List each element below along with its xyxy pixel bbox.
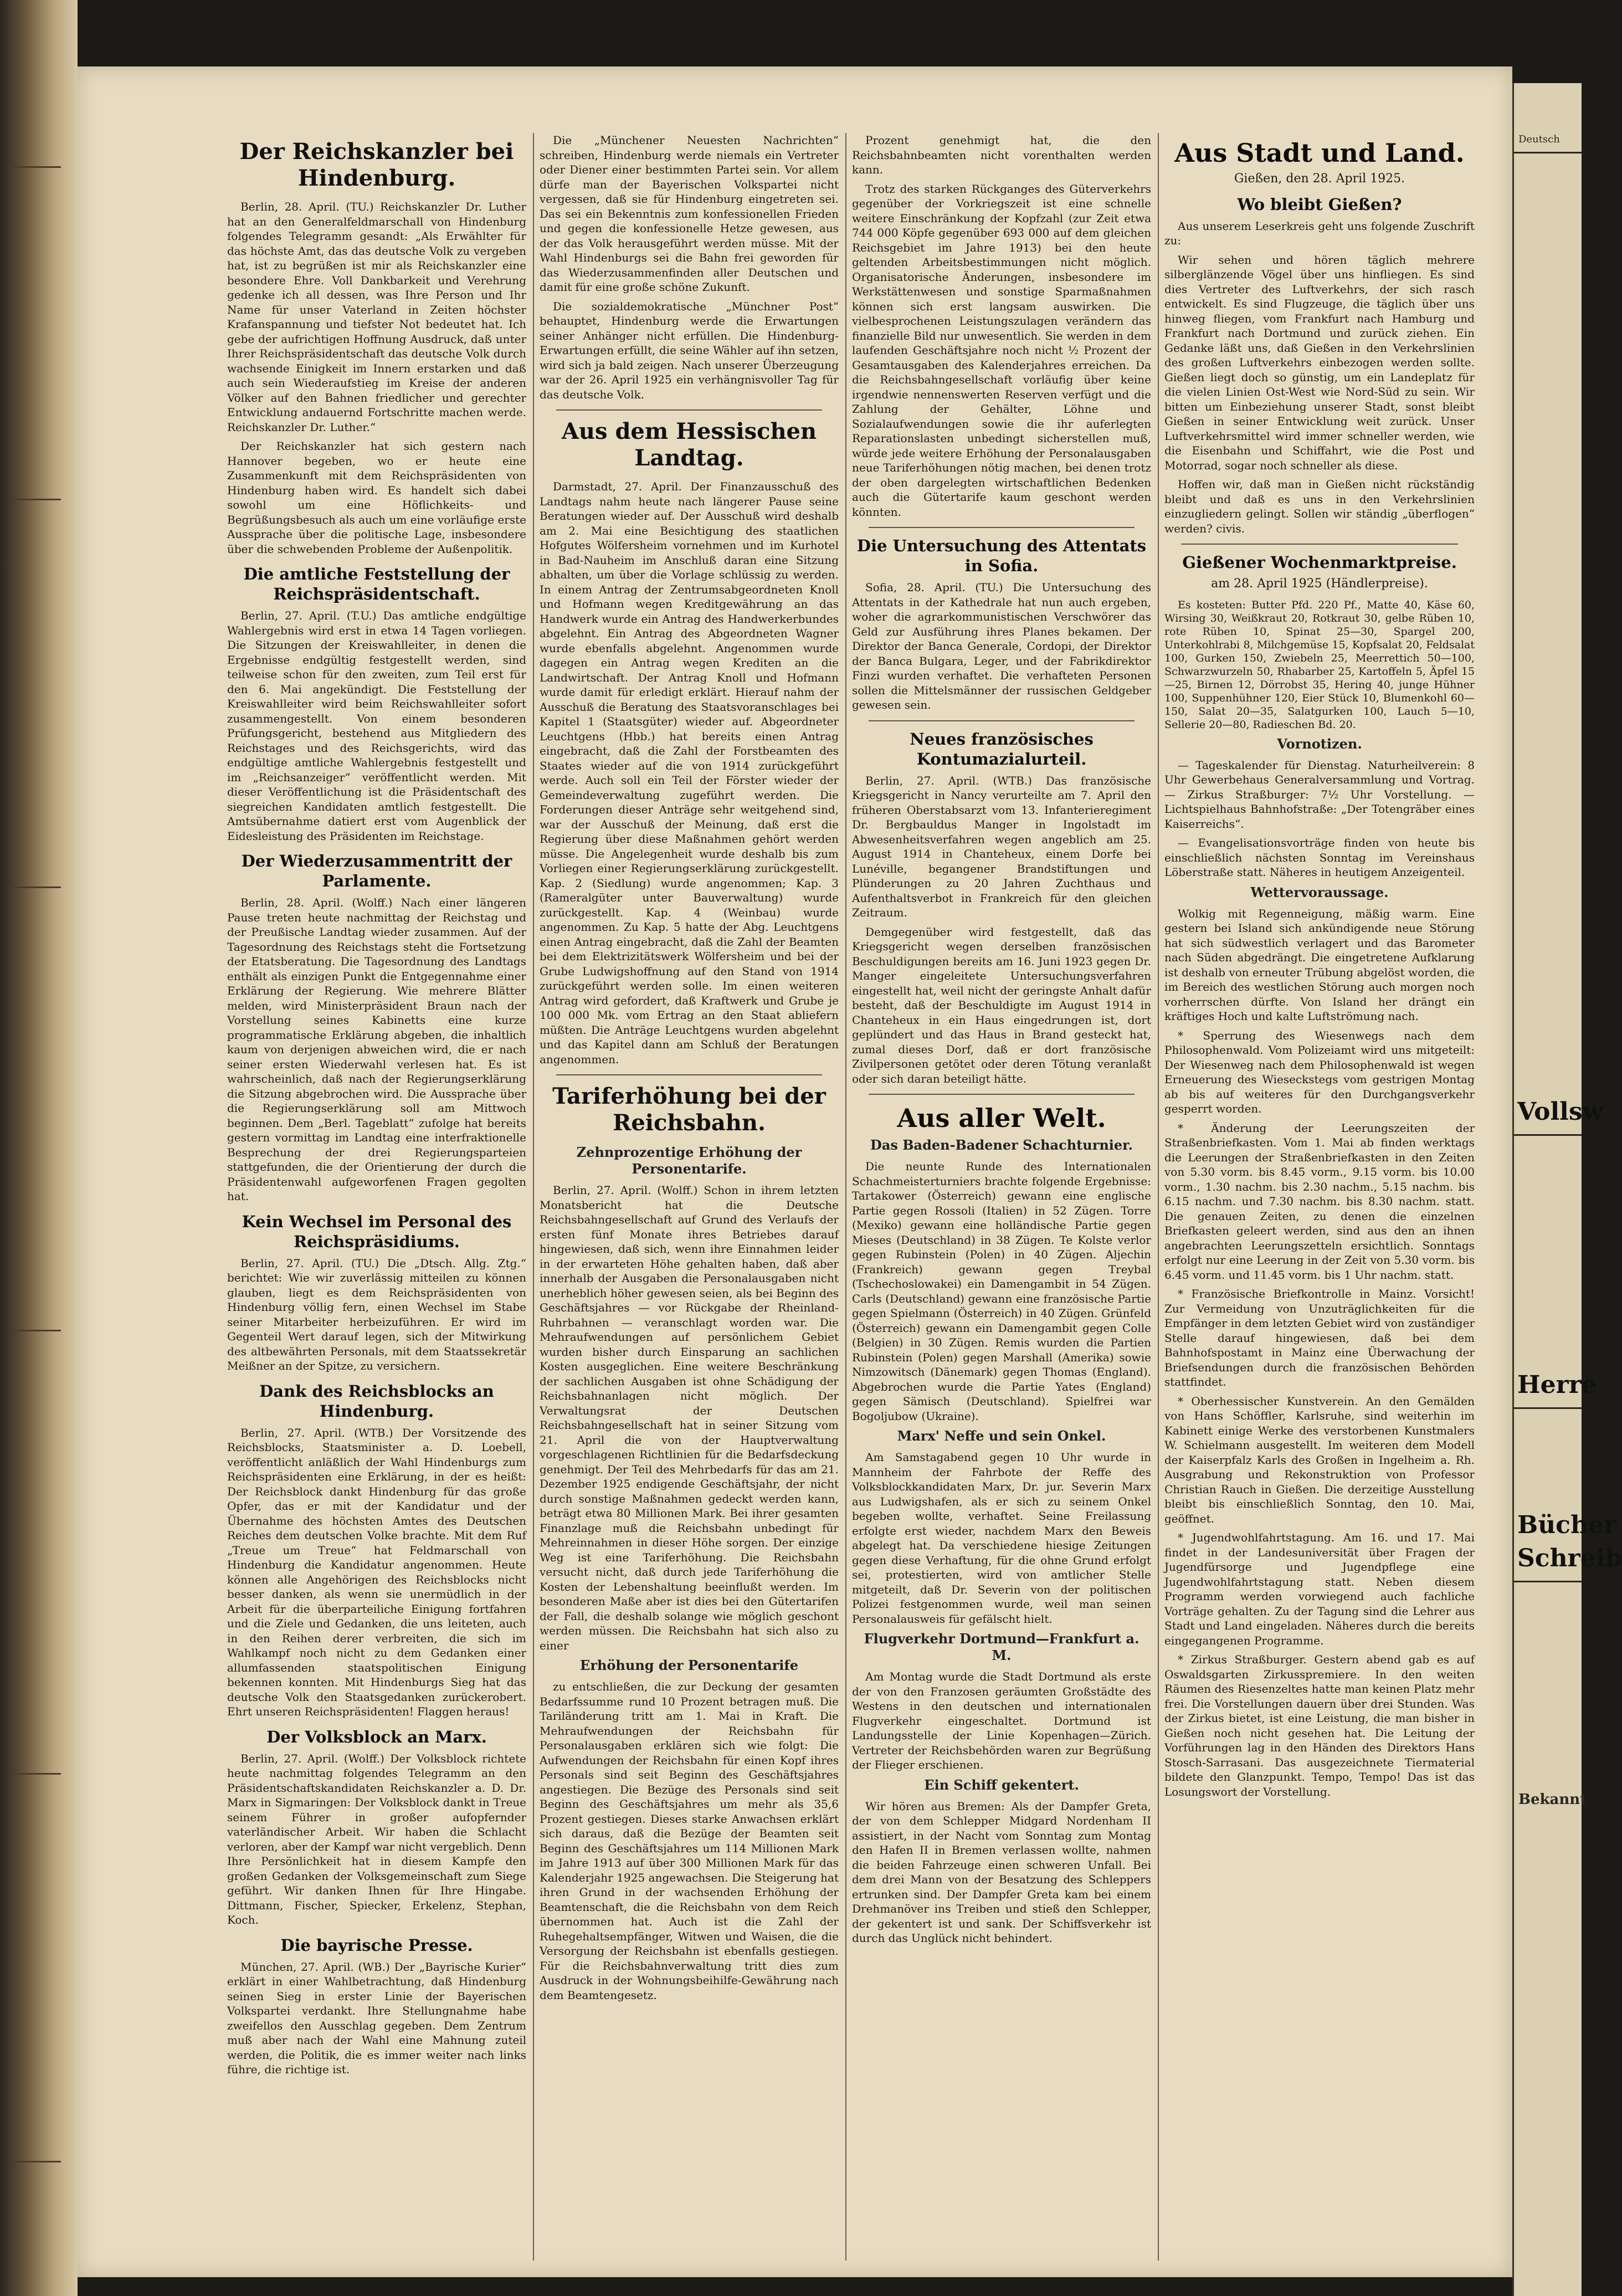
headline: Aus dem Hessischen Landtag. [561,418,817,471]
ad-heading-fragment: Herre [1517,1371,1597,1399]
adjacent-page-edge [1512,83,1622,2296]
column-rule [1158,133,1159,2261]
article-text: Berlin, 27. April. (T.U.) Das amtliche endgültige Wahlergebnis wird erst in etwa 14 Tagen vorliegen. Die Sitzungen der Kreiswahlleiter, in denen die Ergebnisse endgültig festgestellt werden, sind teilweise schon für den zweiten, zum Teil erst für den 6. Mai angekündigt. Die Feststellung der Kreiswahlleiter wird beim Reichswahlleiter sofort zusammengestellt. Von einem besonderen Prüfungsgericht, bestehend aus Mitgliedern des Reichstages und des Reichsgerichts, wird das endgültige amtliche Wahlergebnis festgestellt und im „Reichsanzeiger“ veröffentlicht werden. Mit dieser Veröffentlichung ist die Präsidentschaft des siegreichen Kandidaten amtlich festgestellt. Die Amtsübernahme datiert erst vom Augenblick der Eidesleistung des Präsidenten im Reichstage. [227,609,526,843]
article-text: Berlin, 27. April. (Wolff.) Schon in ihrem letzten Monatsbericht hat die Deutsche Reichsbahngesellschaft auf Grund des Verlaufs der ersten fünf Monate ihres Betriebes darauf hingewiesen, daß sich, wenn ihre Einnahmen leider in der erwarteten Höhe gehalten haben, daß aber innerhalb der Ausgaben die Personalausgaben nicht unerheblich höher gewesen seien, als bei Beginn des Geschäftsjahres — vor Rückgabe der Rheinland-Ruhrbahnen — veranschlagt worden war. Die Mehraufwendungen auf persönlichem Gebiet wurden bisher durch Einsparung an sachlichen Kosten ausgeglichen. Eine weitere Beschränkung der sachlichen Ausgaben ist ohne Schädigung der Reichsbahnanlagen nicht möglich. Der Verwaltungsrat der Deutschen Reichsbahngesellschaft hat in seiner Sitzung vom 21. April die von der Hauptverwaltung vorgeschlagenen Richtlinien für die Bedarfsdeckung genehmigt. Der Teil des Mehrbedarfs für das am 21. Dezember 1925 endigende Geschäftsjahr, der nicht durch sonstige Maßnahmen gedeckt werden kann, beträgt etwa 80 Millionen Mark. Bei ihrer gesamten Finanzlage muß die Reichsbahn unbedingt für Mehreinnahmen in dieser Höhe sorgen. Der einzige Weg ist eine Tariferhöhung. Die Reichsbahn versucht nicht, daß durch jede Tariferhöhung die Kosten der Lebenshaltung beeinflußt werden. Im besonderen Maße aber ist dies bei den Gütertarifen der Fall, die deshalb solange wie möglich geschont werden müssen. Die Reichsbahn hat sich also zu einer [540,1183,839,1652]
article-text: * Französische Briefkontrolle in Mainz. Vorsicht! Zur Vermeidung von Unzuträglichkeiten für die Empfänger in dem letzten Gebiet wird von zuständiger Stelle darauf hingewiesen, daß bei dem Bahnhofspostamt in Mainz eine Überwachung der Briefsendungen durch die französischen Behörden stattfindet. [1164,1287,1475,1388]
newspaper-page [78,66,1512,2277]
article-text: Darmstadt, 27. April. Der Finanzausschuß des Landtags nahm heute nach längerer Pause seine Beratungen wieder auf. Der Ausschuß wird deshalb am 2. Mai eine Besichtigung des staatlichen Hofgutes Wölfersheim vornehmen und im Kurhotel in Bad-Nauheim im Anschluß daran eine Sitzung abhalten, um über die Vorlage schlüssig zu werden. In einem Antrag der Zentrumsabgeordneten Knoll und Hofmann wegen Kreditgewährung an das Handwerk wurde ein Antrag des Handwerkerbundes abgelehnt. Ein Antrag des Abgeordneten Wagner wurde ebenfalls abgelehnt. Angenommen wurde dagegen ein Antrag wegen Krediten an die Landwirtschaft. Der Antrag Knoll und Hofmann wurde damit für erledigt erklärt. Hierauf nahm der Ausschuß die Beratung des Staatsvoranschlages bei Kapitel 1 (Staatsgüter) wieder auf. Abgeordneter Leuchtgens (Hbb.) hat bereits einen Antrag eingebracht, daß die Zahl der Forstbeamten des Staates wieder auf die von 1914 zurückgeführt werde. Auch soll ein Teil der Förster wieder der Gemeindeverwaltung zugeführt werden. Die Forderungen dieser Anträge sehr weitgehend sind, war der Ausschuß der Meinung, daß erst die Regierung über diese Maßnahmen gehört werden müsse. Die Angelegenheit wurde deshalb bis zum Vorliegen einer Regierungserklärung zurückgestellt. Kap. 2 (Siedlung) wurde angenommen; Kap. 3 (Rameralgüter unter Bauverwaltung) wurde zurückgestellt. Kap. 4 (Weinbau) wurde angenommen. Zu Kap. 5 hatte der Abg. Leuchtgens einen Antrag eingebracht, daß die Zahl der Beamten bei dem Elektrizitätswerk Wölfersheim und bei der Grube Ludwigshoffnung auf den Stand von 1914 zurückgeführt werden solle. Im einen weiteren Antrag wird gefordert, daß Kraftwerk und Grube je 100 000 Mk. vom Ertrag an den Staat abliefern müßten. Die Anträge Leuchtgens wurden abgelehnt und das Kapitel dann am Schluß der Beratungen angenommen. [540,480,839,1066]
column-rule [845,133,846,2261]
article-text: zu entschließen, die zur Deckung der gesamten Bedarfssumme rund 10 Prozent betragen muß. Die Tariländerung tritt am 1. Mai in Kraft. Die Mehraufwendungen der Reichsbahn für Personalausgaben erklären sich wie folgt: Die Aufwendungen der Reichsbahn für einen Kopf ihres Personals sind seit Beginn des Geschäftsjahres angestiegen. Die Bezüge des Personals sind seit Beginn des Geschäftsjahres um mehr als 35,6 Prozent gestiegen. Dieses starke Anwachsen erklärt sich daraus, daß die Bezüge der Beamten seit Beginn des Geschäftsjahres um 114 Millionen Mark im Jahre 1913 auf über 300 Millionen Mark für das Kalenderjahr 1925 angewachsen. Die Steigerung hat ihren Grund in der wachsenden Erhöhung der Beamtenschaft, die die Reichsbahn von dem Reich übernommen hat. Auch ist die Zahl der Ruhegehaltsempfänger, Witwen und Waisen, die die Versorgung der Reichsbahn ist ebenfalls gestiegen. Für die Reichsbahnverwaltung tritt dies zum Ausdruck in der Wohnungsbeihilfe-Gewährung nach dem Beamtengesetz. [540,1680,839,2002]
headline: Neues französisches Kontumazialurteil. [910,729,1094,768]
page-fragment-text: Bekannt [1518,1791,1587,1808]
article-text: * Zirkus Straßburger. Gestern abend gab es auf Oswaldsgarten Zirkusspremiere. In den weiten Räumen des Riesenzeltes hatte man keinen Platz mehr frei. Die Vorstellungen dauern über drei Stunden. Was der Zirkus bietet, ist eine Leistung, die man bisher in Gießen noch nicht gesehen hat. Die Leitung der Vorführungen lag in den Händen des Direktors Hans Stosch-Sarrasani. Das ausgezeichnete Tiermaterial bildete den Glanzpunkt. Tempo, Tempo! Das ist das Losungswort der Vorstellung. [1164,1653,1475,1798]
page-fragment-text: Deutsch [1518,134,1560,145]
headline: Die bayrische Presse. [280,1935,473,1955]
article-text: Berlin, 27. April. (WTB.) Das französische Kriegsgericht in Nancy verurteilte am 7. April den früheren Oberstabsarzt vom 13. Infanterieregiment Dr. Bergbauldus Manger in Ingolstadt im Abwesenheitsverfahren wegen angeblich am 25. August 1914 in Chanteheux, einem Dorfe bei Lunéville, begangener Brandstiftungen und Plünderungen zu 20 Jahren Zuchthaus und Aufenthaltsverbot in Frankreich für den gleichen Zeitraum. [852,773,1151,919]
divider [1514,1581,1582,1582]
subheadline: Zehnprozentige Erhöhung der Personentarife. [576,1144,802,1177]
article-text: Berlin, 28. April. (TU.) Reichskanzler Dr. Luther hat an den Generalfeldmarschall von Hindenburg folgendes Telegramm gesandt: „Als Erwählter für das höchste Amt, das das deutsche Volk zu vergeben hat, ist zu begrüßen ist mir als Reichskanzler eine besondere Ehre. Voll Dankbarkeit und Verehrung gedenke ich all dessen, was Ihre Person und Ihr Name für unser Vaterland in Zeiten höchster Krafanspannung und tiefster Not bedeutet hat. Ich gebe der aufrichtigen Hoffnung Ausdruck, daß unter Ihrer Reichspräsidentschaft das deutsche Volk durch wachsende Einigkeit im Innern erstarken und daß auch sein Wiederaufstieg im Kreise der anderen Völker auf den Bahnen friedlicher und gerechter Entwicklung andauernd Fortschritte machen werde. Reichskanzler Dr. Luther.“ [227,200,526,434]
divider [869,720,1135,721]
headline: Der Wiederzusammentritt der Parlamente. [241,852,512,890]
divider [1514,1407,1582,1409]
divider [556,1074,822,1075]
headline: Kein Wechsel im Personal des Reichspräsidiums. [242,1212,512,1251]
divider [869,1094,1135,1095]
section-title: Aus Stadt und Land. [1174,138,1465,168]
article-text: — Evangelisationsvorträge finden von heute bis einschließlich nächsten Sonntag im Vereinshaus Löberstraße statt. Näheres in heutigem Anzeigenteil. [1164,836,1475,879]
subheadline: Vornotizen. [1277,735,1362,752]
article-text: * Sperrung des Wiesenwegs nach dem Philosophenwald. Vom Polizeiamt wird uns mitgeteilt: Der Wiesenweg nach dem Philosophenwald ist wegen Erneuerung des Wieseckstegs vom gestrigen Montag ab bis auf weiteres für den Durchgangsverkehr gesperrt worden. [1164,1028,1475,1115]
column-4 [1164,133,1475,2261]
market-prices: Es kosteten: Butter Pfd. 220 Pf., Matte 40, Käse 60, Wirsing 30, Weißkraut 20, Rotkraut 30, gelbe Rüben 10, rote Rüben 10, Spinat 25—30, Spargel 200, Unterkohlrabi 8, Milchgemüse 15, Kopfsalat 20, Feldsalat 100, Gurken 150, Zwiebeln 25, Meerrettich 50—100, Schwarzwurzeln 50, Rhabarber 25, Kartoffeln 5, Äpfel 15—25, Birnen 12, Dörrobst 35, Hering 40, junge Hühner 100, Suppenhühner 120, Eier Stück 10, Blumenkohl 60—150, Salat 20—35, Salatgurken 100, Lauch 5—10, Sellerie 20—80, Radieschen Bd. 20. [1164,598,1475,731]
subheadline: Das Baden-Badener Schachturnier. [870,1137,1133,1153]
headline: Tariferhöhung bei der Reichsbahn. [552,1083,826,1136]
article-text: Die „Münchener Neuesten Nachrichten“ schreiben, Hindenburg werde niemals ein Vertreter oder Diener einer bestimmten Partei sein. Vor allem dürfe man der Bayerischen Volkspartei nicht vergessen, daß sie für Hindenburg eingetreten sei. Das sei ein Bekenntnis zum konfessionellen Frieden und gegen die konfessionelle Hetze gewesen, aus der das Volk herausgeführt werden müsse. Mit der Wahl Hindenburgs sei die Bahn frei geworden für das Wiederzusammenfinden aller Deutschen und damit für eine große schöne Zukunft. [540,134,839,294]
article-text: Berlin, 27. April. (Wolff.) Der Volksblock richtete heute nachmittag folgendes Telegramm an den Präsidentschaftskandidaten Reichskanzler a. D. Dr. Marx in Sigmaringen: Der Volksblock dankt in Treue seinem Führer in großer aufopfernder vaterländischer Arbeit. Wir haben die Schlacht verloren, aber der Kampf war nicht vergeblich. Denn Ihre Persönlichkeit hat in diesem Kampfe den großen Gedanken der Volksgemeinschaft zum Siege geführt. Wir danken Ihnen für Ihre Hingabe. Dittmann, Fischer, Spiecker, Erkelenz, Stephan, Koch. [227,1751,526,1926]
column-rule [533,133,534,2261]
article-text: Berlin, 27. April. (WTB.) Der Vorsitzende des Reichsblocks, Staatsminister a. D. Loebell, veröffentlicht anläßlich der Wahl Hindenburgs zum Reichspräsidenten eine Erklärung, in der es heißt: Der Reichsblock dankt Hindenburg für das große Opfer, das er mit der Kandidatur und der Übernahme des höchsten Amtes des Deutschen Reiches dem deutschen Volke brachte. Mit dem Ruf „Treue um Treue“ hat Feldmarschall von Hindenburg die Kandidatur angenommen. Heute können alle Angehörigen des Reichsblocks nicht besser danken, als wenn sie unermüdlich in der Arbeit für die überparteiliche Einigung fortfahren und die Ziele und Gedanken, die uns leiteten, auch in den Reihen derer verbreiten, die sich im Wahlkampf noch nicht zu dem Gedanken einer allumfassenden staatspolitischen Einigung bekennen konnten. Mit Hindenburgs Sieg hat das deutsche Volk den Staatsgedanken zurückerobert. Ehrt unseren Reichspräsidenten! Flaggen heraus! [227,1426,526,1718]
ad-heading-fragment: Bücher [1517,1511,1617,1539]
article-text: Die neunte Runde des Internationalen Schachmeisterturniers brachte folgende Ergebnisse: Tartakower (Österreich) gewann eine englische Partie gegen Rossoli (Italien) in 52 Zügen. Torre (Mexiko) gewann eine holländische Partie gegen Mieses (Deutschland) in 38 Zügen. Te Kolste verlor gegen Rubinstein (Polen) in 40 Zügen. Aljechin (Frankreich) gewann gegen Treybal (Tschechoslowakei) ein Damengambit in 54 Zügen. Carls (Deutschland) gewann eine französische Partie gegen Spielmann (Österreich) in 40 Zügen. Grünfeld (Österreich) gewann ein Damengambit gegen Colle (Belgien) in 30 Zügen. Remis wurden die Partien Rubinstein (Polen) gegen Marshall (Amerika) sowie Nimzowitsch (Dänemark) gegen Thomas (England). Abgebrochen wurde die Partie Yates (England) gegen Sämisch (Deutschland). Spielfrei war Bogoljubow (Ukraine). [852,1160,1151,1423]
article-text: * Änderung der Leerungszeiten der Straßenbriefkasten. Vom 1. Mai ab finden werktags die Leerungen der Straßenbriefkasten in den Zeiten von 5.30 vorm. bis 8.45 vorm., 9.15 vorm. bis 10.00 vorm., 1.30 nachm. bis 2.30 nachm., 5.15 nachm. bis 6.15 nachm. und 7.30 nachm. bis 8.30 nachm. statt. Die genauen Zeiten, zu denen die einzelnen Briefkasten geleert werden, sind aus den an ihnen angebrachten Leerungszetteln ersichtlich. Sonntags erfolgt nur eine Leerung in der Zeit von 5.30 vorm. bis 6.45 vorm. und 11.45 vorm. bis 1 Uhr nachm. statt. [1164,1121,1475,1282]
headline: Wo bleibt Gießen? [1237,194,1402,214]
article-text: Prozent genehmigt hat, die den Reichsbahnbeamten nicht vorenthalten werden kann. [852,134,1151,176]
column-2 [540,133,839,2261]
dateline: Gießen, den 28. April 1925. [1234,172,1405,186]
article-text: Der Reichskanzler hat sich gestern nach Hannover begeben, wo er heute eine Zusammenkunft mit dem Reichspräsidenten von Hindenburg haben wird. Es handelt sich dabei sowohl um eine Höflichkeits- und Begrüßungsbesuch als auch um eine vorläufige erste Aussprache über die politische Lage, insbesondere über die schwebenden Probleme der Außenpolitik. [227,439,526,556]
subheadline: Ein Schiff gekentert. [924,1776,1079,1793]
divider [1514,152,1582,153]
divider [1181,544,1458,545]
subheadline: Flugverkehr Dortmund—Frankfurt a. M. [864,1631,1139,1663]
article-text: Wir hören aus Bremen: Als der Dampfer Greta, der von dem Schlepper Midgard Nordenham II assistiert, in der Nacht vom Sonntag zum Montag den Hafen II in Bremen verlassen wollte, nahmen die beiden Fahrzeuge einen schweren Unfall. Bei dem drei Mann von der Besatzung des Schleppers ertrunken sind. Der Dampfer Greta kam bei einem Drehmanöver ins Treiben und stieß den Schlepper, der gekentert ist und sank. Der Schiffsverkehr ist durch das Unglück nicht behindert. [852,1799,1151,1945]
divider [1514,1134,1582,1136]
article-text: Am Montag wurde die Stadt Dortmund als erste der von den Franzosen geräumten Großstädte des Westens in den deutschen und internationalen Flugverkehr eingeschaltet. Dortmund ist Landungsstelle der Linie Kopenhagen—Zürich. Vertreter der Reichsbehörden waren zur Begrüßung der Flieger erschienen. [852,1670,1151,1771]
article-text: Berlin, 28. April. (Wolff.) Nach einer längeren Pause treten heute nachmittag der Reichstag und der Preußische Landtag wieder zusammen. Auf der Tagesordnung des Reichstags steht die Fortsetzung der Etatsberatung. Die Tagesordnung des Landtags enthält als einzigen Punkt die Entgegennahme einer Erklärung der Regierung. Wie mehrere Blätter melden, wird Ministerpräsident Braun nach der Vorstellung seines Kabinetts eine kurze programmatische Erklärung abgeben, die inhaltlich kaum von derjenigen abweichen wird, die er nach seiner ersten Wiederwahl verlesen hat. Es ist wahrscheinlich, daß nach der Regierungserklärung die Sitzung abgebrochen wird. Die Aussprache über die Regierungserklärung soll am Mittwoch beginnen. Dem „Berl. Tageblatt“ zufolge hat bereits gestern vormittag im Landtag eine interfraktionelle Besprechung der drei Regierungsparteien stattgefunden, die der Orientierung der durch die Präsidentenwahl aufgeworfenen Fragen gegolten hat. [227,896,526,1203]
headline: Die amtliche Feststellung der Reichspräsidentschaft. [243,565,510,603]
headline: Der Volksblock an Marx. [266,1727,487,1746]
ad-heading-fragment: Vollsw [1517,1098,1604,1126]
article-text: Wolkig mit Regenneigung, mäßig warm. Eine gestern bei Island sich ankündigende neue Störung hat sich südwestlich verlagert und das Barometer nach Süden abgedrängt. Die eingetretene Aufklarung ist deshalb von erneuter Trübung abgelöst worden, die im Bereich des westlichen Störung auch morgen noch vorherrschen dürfte. Von Island her drängt ein kräftiges Hoch und kalte Luftströmung nach. [1164,906,1475,1023]
section-title: Aus aller Welt. [897,1103,1106,1133]
headline: Dank des Reichsblocks an Hindenburg. [259,1381,494,1421]
subheadline: am 28. April 1925 (Händlerpreise). [1211,577,1428,591]
article-text: Sofia, 28. April. (TU.) Die Untersuchung des Attentats in der Kathedrale hat nun auch ergeben, woher die agrarkommunistischen Verschwörer das Geld zur Ausführung ihres Planes bekamen. Der Direktor der Banca Generale, Cordopi, der Direktor der Banca Bulgara, Leger, und der Fabrikdirektor Finzi wurden verhaftet. Die verhafteten Personen sollen die Mittelsmänner der russischen Geldgeber gewesen sein. [852,581,1151,711]
article-text: Die sozialdemokratische „Münchner Post“ behauptet, Hindenburg werde die Erwartungen seiner Anhänger nicht erfüllen. Die Hindenburg-Erwartungen erfüllt, die seine Wähler auf ihn setzen, wird sich ja bald zeigen. Nach unserer Überzeugung war der 26. April 1925 ein verhängnisvoller Tag für das deutsche Volk. [540,299,839,401]
article-text: München, 27. April. (WB.) Der „Bayrische Kurier“ erklärt in einer Wahlbetrachtung, daß Hindenburg seinen Sieg in erster Linie der Bayerischen Volkspartei verdankt. Ihre Stellungnahme habe zweifellos den Ausschlag gegeben. Dem Zentrum muß aber nach der Wahl eine Mahnung zuteil werden, die Politik, die es immer weiter nach links führe, die richtige ist. [227,1960,526,2076]
article-text: Demgegenüber wird festgestellt, daß das Kriegsgericht wegen derselben französischen Beschuldigungen bereits am 16. Juni 1923 gegen Dr. Manger eingeleitete Untersuchungsverfahren eingestellt hat, weil nicht der geringste Anhalt dafür besteht, daß der Beschuldigte im August 1914 in Chanteheux in ein Haus eingedrungen ist, dort geplündert und das Haus in Brand gesteckt hat, zumal dieses Dorf, daß er dort französische Zivilpersonen getötet oder deren Tötung veranlaßt oder sich daran beteiligt hätte. [852,925,1151,1085]
subheadline: Erhöhung der Personentarife [580,1657,798,1673]
article-text: Berlin, 27. April. (TU.) Die „Dtsch. Allg. Ztg.“ berichtet: Wie wir zuverlässig mitteilen zu können glauben, liegt es dem Reichspräsidenten von Hindenburg völlig fern, einen Wechsel im Stabe seiner Mitarbeiter herbeizuführen. Er wird im Gegenteil Wert darauf legen, sich der Mitwirkung des altbewährten Personals, mit dem Staatssekretär Meißner an der Spitze, zu versichern. [227,1256,526,1372]
subheadline: Wettervoraussage. [1250,884,1389,900]
article-text: Hoffen wir, daß man in Gießen nicht rückständig bleibt und daß es uns in den Verkehrslinien einzugliedern gelingt. Sollen wir ständig „überflogen“ werden? civis. [1164,478,1475,535]
article-text: Trotz des starken Rückganges des Güterverkehrs gegenüber der Vorkriegszeit ist eine schnelle weitere Einschränkung der Kopfzahl (zur Zeit etwa 744 000 Köpfe gegenüber 693 000 auf dem gleichen Reichsgebiet im Jahre 1913) bei den heute geltenden Arbeitsbestimmungen nicht möglich. Organisatorische Änderungen, insbesondere im Werkstättenwesen und sonstige Sparmaßnahmen können sich erst langsam auswirken. Die vielbesprochenen Leistungszulagen verändern das finanzielle Bild nur unwesentlich. Sie werden in dem laufenden Geschäftsjahre noch nicht ½ Prozent der Gesamtausgaben des Kalenderjahres erreichen. Da die Reichsbahngesellschaft vorläufig über keine irgendwie nennenswerten Reserven verfügt und die Zahlung der Gehälter, Löhne und Sozialaufwendungen sowie die ihr auferlegten Reparationslasten unbedingt sicherstellen muß, würde jede weitere Erhöhung der Personalausgaben neue Tariferhöhungen nötig machen, bei denen trotz der oben dargelegten wirtschaftlichen Bedenken auch die Gütertarife kaum geschont werden könnten. [852,182,1151,519]
headline: Der Reichskanzler bei Hindenburg. [239,139,514,191]
column-1 [227,133,526,2261]
ad-heading-fragment: Schreib [1517,1544,1622,1572]
article-text: — Tageskalender für Dienstag. Naturheilverein: 8 Uhr Gewerbehaus Generalversammlung und Vortrag. — Zirkus Straßburger: 7½ Uhr Vorstellung. — Lichtspielhaus Bahnhofstraße: „Der Totengräber eines Kaiserreichs“. [1164,758,1475,831]
article-text: Aus unserem Leserkreis geht uns folgende Zuschrift zu: [1164,219,1475,247]
article-text: * Oberhessischer Kunstverein. An den Gemälden von Hans Schöffler, Karlsruhe, sind weiterhin im Kabinett einige Werke des verstorbenen Kunstmalers W. Schielmann ausgestellt. Im weiteren dem Modell der Kaiserpfalz Karls des Großen in Ingelheim a. Rh. Ausgrabung und Rekonstruktion von Professor Christian Rauch in Gießen. Die derzeitige Ausstellung bleibt bis einschließlich Sonntag, den 10. Mai, geöffnet. [1164,1394,1475,1525]
article-text: Am Samstagabend gegen 10 Uhr wurde in Mannheim der Fahrbote der Reffe des Volksblockkandidaten Marx, Dr. jur. Severin Marx aus Ludwigshafen, als er sich zu seinem Onkel begeben wollte, verhaftet. Seine Freilassung erfolgte erst wieder, nachdem Marx den Beweis abgelegt hat. Da verschiedene hiesige Zeitungen gegen diese Verhaftung, für die ohne Grund erfolgt sei, protestierten, wird von amtlicher Stelle mitgeteilt, daß Dr. Severin von der politischen Polizei festgenommen wurde, weil man seinen Personalausweis für gefälscht hielt. [852,1451,1151,1626]
headline: Die Untersuchung des Attentats in Sofia. [856,536,1147,575]
article-text: Wir sehen und hören täglich mehrere silberglänzende Vögel über uns hinfliegen. Es sind dies Vertreter des Luftverkehrs, der sich rasch entwickelt. Es sind Flugzeuge, die täglich über uns hinweg fliegen, vom Frankfurt nach Hamburg und Frankfurt nach Dortmund und zurück ziehen. Ein Gedanke läßt uns, daß Gießen in den Verkehrslinien des großen Luftverkehrs einbezogen werden sollte. Gießen liegt doch so günstig, um ein Landeplatz für die vielen Linien Ost-West wie Nord-Süd zu sein. Wir bitten um Einbeziehung unserer Stadt, sonst bleibt Gießen in seiner Entwicklung weit zurück. Unser Luftverkehrsmittel wird immer schneller werden, wie die Eisenbahn und Schiffahrt, wie die Post und Motorrad, sogar noch schneller als diese. [1164,253,1475,472]
headline: Gießener Wochenmarktpreise. [1182,553,1457,572]
column-3 [852,133,1151,2261]
book-binding [0,0,78,2296]
article-text: * Jugendwohlfahrtstagung. Am 16. und 17. Mai findet in der Landesuniversität über Fragen der Jugendfürsorge und Jugendpflege eine Jugendwohlfahrtstagung statt. Neben diesem Programm werden vorwiegend auch fachliche Vorträge gehalten. Zu der Tagung sind die Lehrer aus Stadt und Land eingeladen. Näheres durch die bereits eingegangenen Programme. [1164,1531,1475,1647]
divider [869,527,1135,528]
subheadline: Marx' Neffe und sein Onkel. [897,1428,1106,1444]
divider [556,409,822,411]
